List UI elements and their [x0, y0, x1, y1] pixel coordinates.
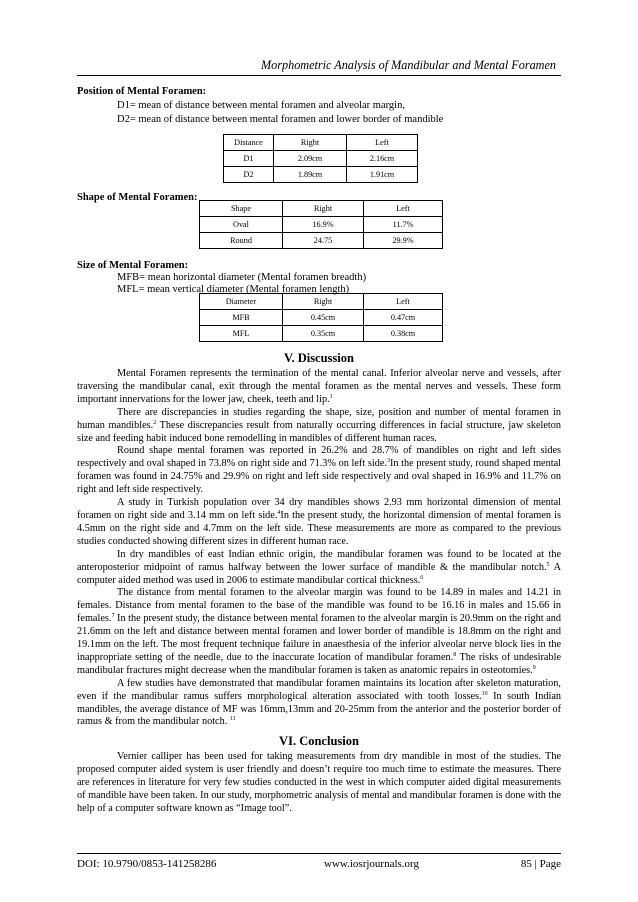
paragraph-text: Mental Foramen represents the termination of the mental canal. Inferior alveolar nerve and vessels, after traversing the mandibular canal, exit through the mental foramen as the mental nerves and vessels. These form important innervations for the lower jaw, cheek, teeth and lip.	[77, 368, 561, 405]
footer-website: www.iosrjournals.org	[324, 858, 420, 870]
table-cell: MFB	[200, 310, 283, 326]
table-header-cell: Right	[283, 294, 364, 310]
table-cell: 0.35cm	[283, 326, 364, 342]
paragraph-text: A study in Turkish population over 34 dry mandibles shows 2.93 mm horizontal dimension of mental foramen on right side and 3.14 mm on left side.	[77, 497, 561, 521]
mfl-definition: MFL= mean vertical diameter (Mental foramen length)	[117, 284, 350, 295]
table-row	[224, 167, 418, 183]
table-cell: 2.16cm	[347, 151, 418, 167]
footer-doi: DOI: 10.9790/0853-141258286	[77, 858, 217, 870]
paragraph-text: In the present study, the distance between mental foramen to the alveolar margin is 20.9mm on the right and 21.6mm on the left and distance between mental foramen and lower border of mandible is 18.8mm on the right and 19.1mm on the left. The most frequent technique failure in anaesthesia of the inferior alveolar nerve block lies in the inappropriate setting of the needle, due to the inaccurate location of mandibular foramen.	[77, 613, 561, 663]
table-row	[200, 233, 443, 249]
table-cell: 16.9%	[283, 217, 364, 233]
paragraph-text: Vernier calliper has been used for taking measurements from dry mandible in most of the studies. The proposed computer aided system is user friendly and doesn’t require too much time to estimate the measures. There are references in literature for very few studies conducted in the west in which computer aided digital measurements of mandible have been taken. In our study, morphometric analysis of mental and mandibular foramen is done with the help of a computer software known as “Image tool”.	[77, 751, 561, 814]
citation-marker: 5	[546, 561, 550, 568]
table-cell: 0.38cm	[364, 326, 443, 342]
footer-rule	[77, 853, 561, 854]
citation-marker: 10	[481, 690, 488, 697]
paragraph-text: The risks of undesirable mandibular fractures might decrease when the mandibular foramen is taken as anatomic repairs in osteotomies.	[77, 651, 561, 676]
paragraph-text: In the present study, the horizontal dimension of mental foramen is 4.5mm on the right side and 4.7mm on the left side. These measurements are more as compared to the previous studies conducted showing different sizes in different human race.	[77, 509, 562, 547]
shape-table	[199, 200, 443, 249]
table-cell: 1.89cm	[274, 167, 347, 183]
table-cell: D2	[224, 167, 274, 183]
table-header-cell: Right	[283, 201, 364, 217]
position-table	[223, 134, 418, 183]
citation-marker: 3	[386, 458, 390, 465]
table-cell: 2.09cm	[274, 151, 347, 167]
table-header-cell: Left	[347, 135, 418, 151]
table-cell: 29.9%	[364, 233, 443, 249]
table-header-row	[200, 294, 443, 310]
table-header-row	[224, 135, 418, 151]
table-cell: 0.45cm	[283, 310, 364, 326]
paragraph-text: Round shape mental foramen was reported in 26.2% and 28.7% of mandibles on right and left sides respectively and oval shaped in 73.8% on right side and 71.3% on left side.	[77, 445, 561, 470]
paragraph-text: There are discrepancies in studies regarding the shape, size, position and number of mental foramen in human mandibles.	[77, 406, 561, 431]
shape-section-label: Shape of Mental Foramen:	[77, 192, 198, 203]
d2-definition: D2= mean of distance between mental foramen and lower border of mandible	[117, 114, 444, 125]
discussion-heading: V. Discussion	[284, 351, 354, 365]
size-section-label: Size of Mental Foramen:	[77, 260, 189, 271]
paragraph-text: These discrepancies result from naturally occurring differences in facial structure, jaw skeleton size and feeding habit induced bone remodelling in mandibles of different human races.	[77, 419, 561, 444]
citation-marker: 2	[153, 419, 157, 426]
size-table	[199, 293, 443, 342]
conclusion-heading: VI. Conclusion	[279, 734, 359, 748]
table-row	[224, 151, 418, 167]
citation-marker: 9	[532, 664, 536, 671]
table-header-cell: Left	[364, 294, 443, 310]
table-cell: 1.91cm	[347, 167, 418, 183]
position-section-label: Position of Mental Foramen:	[77, 86, 207, 97]
table-cell: Round	[200, 233, 283, 249]
table-cell: 0.47cm	[364, 310, 443, 326]
table-cell: MFL	[200, 326, 283, 342]
table-row	[200, 310, 443, 326]
paragraph-text: A computer aided method was used in 2006 to estimate mandibular cortical thickness.	[77, 561, 561, 586]
paragraph	[77, 751, 561, 816]
paragraph-text: In dry mandibles of east Indian ethnic origin, the mandibular foramen was found to be located at the anteroposterior midpoint of ramus halfway between the lower surface of mandible & the mandibular notch.	[77, 548, 561, 573]
mfb-definition: MFB= mean horizontal diameter (Mental foramen breadth)	[117, 272, 367, 283]
citation-marker: 8	[453, 651, 457, 658]
table-header-cell: Diameter	[200, 294, 283, 310]
d1-definition: D1= mean of distance between mental foramen and alveolar margin,	[117, 100, 405, 111]
paragraph	[77, 407, 561, 446]
table-header-cell: Right	[274, 135, 347, 151]
running-head: Morphometric Analysis of Mandibular and Mental Foramen	[261, 58, 556, 72]
paragraph-text: The distance from mental foramen to the alveolar margin was found to be 14.89 in males and 14.21 in females. Distance from mental foramen to the base of the mandible was found to be 16.16 in males and 15.66 in females.	[77, 587, 561, 625]
citation-marker: 6	[420, 574, 424, 581]
paragraph	[77, 497, 561, 549]
citation-marker: 7	[111, 613, 115, 620]
table-row	[200, 217, 443, 233]
paragraph	[77, 445, 561, 497]
table-cell: 11.7%	[364, 217, 443, 233]
paragraph	[77, 549, 561, 588]
paragraph-text: In south Indian mandibles, the average distance of MF was 16mm,13mm and 20-25mm from the anterior and the posterior border of ramus & from the mandibular notch.	[77, 690, 561, 728]
paragraph-text: In the present study, round shaped mental foramen was found in 24.75% and 29.9% on right and left side respectively and oval shaped in 16.9% and 11.7% on right and left side respectively.	[77, 458, 561, 496]
citation-marker: 11	[229, 716, 236, 723]
citation-marker: 1	[329, 393, 333, 400]
header-rule	[77, 75, 561, 76]
table-header-row	[200, 201, 443, 217]
footer-page-number: 85 | Page	[520, 858, 561, 870]
paragraph	[77, 368, 561, 407]
conclusion-body	[77, 751, 561, 816]
paragraph-text: A few studies have demonstrated that mandibular foramen maintains its location after skeleton maturation, even if the mandibular ramus suffers morphological alteration associated with tooth losses.	[77, 677, 561, 702]
citation-marker: 4	[277, 509, 281, 516]
table-header-cell: Distance	[224, 135, 274, 151]
table-cell: D1	[224, 151, 274, 167]
table-cell: Oval	[200, 217, 283, 233]
table-row	[200, 326, 443, 342]
paragraph	[77, 587, 561, 677]
table-header-cell: Left	[364, 201, 443, 217]
paragraph	[77, 678, 561, 730]
table-cell: 24.75	[283, 233, 364, 249]
table-header-cell: Shape	[200, 201, 283, 217]
discussion-body	[77, 368, 561, 729]
